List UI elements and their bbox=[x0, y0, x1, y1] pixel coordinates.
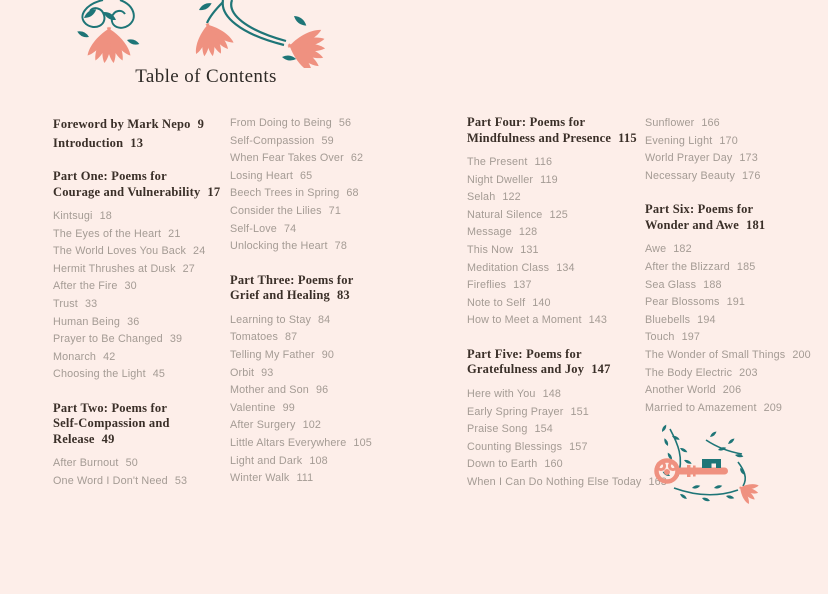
toc-column-1 bbox=[53, 115, 227, 491]
toc-entry-title: Valentine bbox=[230, 401, 276, 414]
toc-entry-title: Prayer to Be Changed bbox=[53, 333, 163, 346]
poem-list bbox=[467, 154, 657, 330]
toc-entry-page: 59 bbox=[321, 134, 334, 147]
toc-entry-title: The Body Electric bbox=[645, 366, 733, 379]
part-heading-line bbox=[467, 115, 657, 131]
toc-entry bbox=[645, 365, 827, 383]
key-end-flower bbox=[732, 476, 762, 508]
toc-entry bbox=[230, 168, 414, 186]
key-body bbox=[657, 459, 763, 507]
toc-entry bbox=[467, 474, 667, 492]
toc-entry bbox=[230, 382, 414, 400]
poem-list bbox=[53, 455, 227, 490]
toc-entry bbox=[53, 473, 227, 491]
toc-entry bbox=[467, 224, 657, 242]
poem-list bbox=[53, 208, 227, 384]
toc-entry-title: Awe bbox=[645, 243, 667, 256]
poem-list bbox=[467, 386, 667, 492]
toc-entry-page: 99 bbox=[282, 401, 295, 414]
toc-entry-title: Self-Love bbox=[230, 222, 277, 235]
toc-entry-page: 90 bbox=[321, 348, 335, 361]
toc-entry bbox=[467, 207, 657, 225]
part-heading-text: Mindfulness and Presence bbox=[467, 130, 612, 145]
toc-column-4 bbox=[645, 115, 827, 417]
toc-entry-page: 188 bbox=[703, 278, 722, 291]
poem-list bbox=[645, 115, 827, 185]
front-matter-page: 9 bbox=[197, 117, 205, 131]
toc-entry bbox=[467, 154, 657, 172]
toc-entry-page: 24 bbox=[193, 245, 206, 258]
toc-entry-page: 102 bbox=[302, 419, 322, 432]
toc-entry-title: Meditation Class bbox=[467, 261, 550, 274]
toc-entry-page: 105 bbox=[353, 436, 372, 449]
toc-entry-page: 87 bbox=[285, 331, 298, 344]
toc-entry bbox=[645, 133, 827, 151]
toc-entry-title: Counting Blessings bbox=[467, 440, 563, 453]
toc-entry-title: After the Fire bbox=[53, 280, 118, 293]
part-heading-text: Release bbox=[53, 431, 95, 446]
toc-entry bbox=[645, 115, 827, 133]
toc-entry bbox=[53, 226, 227, 244]
toc-entry bbox=[230, 133, 414, 151]
toc-entry-page: 163 bbox=[648, 475, 667, 488]
part-heading-page: 115 bbox=[618, 130, 637, 145]
toc-entry-title: Message bbox=[467, 226, 512, 239]
toc-entry bbox=[230, 400, 414, 418]
toc-entry-page: 143 bbox=[588, 314, 608, 327]
toc-entry-title: Beech Trees in Spring bbox=[230, 187, 340, 200]
toc-entry-page: 157 bbox=[569, 440, 588, 453]
toc-entry bbox=[645, 150, 827, 168]
toc-entry bbox=[645, 382, 827, 400]
toc-entry-title: Light and Dark bbox=[230, 454, 303, 467]
toc-entry bbox=[467, 439, 657, 457]
toc-entry-title: Here with You bbox=[467, 387, 536, 400]
toc-entry-page: 166 bbox=[701, 117, 720, 129]
toc-entry bbox=[230, 470, 414, 488]
tulip-left bbox=[85, 25, 134, 64]
toc-entry-page: 134 bbox=[556, 261, 575, 274]
front-matter-title: Foreword by Mark Nepo bbox=[53, 117, 191, 131]
toc-entry-page: 170 bbox=[719, 134, 738, 147]
toc-entry bbox=[230, 329, 414, 347]
toc-entry bbox=[53, 455, 227, 473]
front-matter-entry bbox=[53, 115, 227, 134]
tulip-middle bbox=[185, 15, 238, 62]
front-matter-page: 13 bbox=[130, 135, 144, 150]
toc-entry bbox=[467, 404, 657, 422]
toc-entry bbox=[230, 203, 414, 221]
toc-entry bbox=[645, 241, 827, 259]
toc-entry-page: 125 bbox=[549, 208, 568, 221]
toc-entry-page: 53 bbox=[174, 475, 188, 488]
part-heading-line bbox=[53, 432, 227, 448]
part-heading bbox=[467, 347, 657, 378]
toc-entry bbox=[230, 312, 414, 330]
toc-entry-title: Note to Self bbox=[467, 296, 526, 309]
toc-entry-title: Evening Light bbox=[645, 134, 713, 147]
toc-entry-page: 197 bbox=[681, 331, 701, 344]
part-heading-text: Gratefulness and Joy bbox=[467, 362, 585, 377]
toc-entry-title: Choosing the Light bbox=[53, 368, 146, 381]
toc-entry bbox=[230, 221, 414, 239]
toc-entry-page: 173 bbox=[739, 152, 758, 165]
toc-entry bbox=[645, 312, 827, 330]
part-heading bbox=[467, 115, 657, 146]
toc-entry-title: Touch bbox=[645, 331, 675, 344]
toc-entry-title: Selah bbox=[467, 191, 496, 204]
toc-entry-page: 74 bbox=[283, 222, 297, 235]
toc-entry-title: Winter Walk bbox=[230, 472, 290, 485]
front-matter-title: Introduction bbox=[53, 135, 124, 150]
toc-entry-title: The Eyes of the Heart bbox=[53, 227, 162, 240]
toc-entry-page: 36 bbox=[127, 315, 140, 328]
part-heading-text: Grief and Healing bbox=[230, 288, 330, 303]
toc-entry bbox=[467, 260, 657, 278]
toc-entry bbox=[230, 238, 414, 256]
toc-entry bbox=[53, 261, 227, 279]
toc-entry bbox=[467, 456, 657, 474]
toc-entry-page: 154 bbox=[534, 423, 553, 436]
toc-column-2 bbox=[230, 115, 414, 488]
part-heading-line bbox=[53, 185, 227, 201]
toc-entry-page: 93 bbox=[261, 366, 274, 379]
page-title: Table of Contents bbox=[135, 66, 277, 87]
toc-entry-title: Telling My Father bbox=[230, 348, 315, 361]
toc-entry bbox=[467, 189, 657, 207]
toc-entry-title: Natural Silence bbox=[467, 208, 543, 221]
toc-entry-page: 78 bbox=[334, 240, 347, 253]
toc-entry bbox=[645, 347, 827, 365]
part-heading-text: Part Six: Poems for bbox=[645, 202, 754, 217]
part-heading-line bbox=[467, 347, 657, 363]
toc-entry-page: 148 bbox=[542, 387, 562, 400]
toc-entry-page: 119 bbox=[540, 173, 558, 186]
part-heading bbox=[645, 202, 827, 233]
toc-entry bbox=[467, 421, 657, 439]
part-heading-page: 17 bbox=[207, 184, 221, 199]
toc-entry-title: Losing Heart bbox=[230, 169, 294, 182]
toc-entry-page: 18 bbox=[99, 210, 112, 222]
toc-entry-title: After Burnout bbox=[53, 457, 119, 470]
toc-entry-page: 131 bbox=[520, 243, 539, 256]
ornate-key-illustration bbox=[640, 424, 766, 516]
toc-entry-page: 33 bbox=[84, 297, 98, 310]
part-heading-page: 49 bbox=[101, 431, 115, 446]
toc-entry-page: 137 bbox=[513, 279, 532, 292]
part-heading-text: Part Three: Poems for bbox=[230, 272, 354, 287]
toc-entry-title: Bluebells bbox=[645, 313, 691, 326]
toc-entry-title: Tomatoes bbox=[230, 331, 279, 344]
toc-entry-title: After the Blizzard bbox=[645, 260, 730, 273]
toc-entry-page: 108 bbox=[309, 454, 328, 467]
toc-entry-title: Sea Glass bbox=[645, 278, 697, 291]
toc-entry-title: Orbit bbox=[230, 366, 255, 379]
toc-entry bbox=[645, 259, 827, 277]
part-heading-line bbox=[53, 169, 227, 185]
toc-entry-title: Unlocking the Heart bbox=[230, 240, 328, 253]
toc-entry-page: 160 bbox=[544, 458, 563, 471]
toc-entry bbox=[645, 400, 827, 418]
part-heading-text: Wonder and Awe bbox=[645, 217, 740, 232]
toc-entry bbox=[230, 417, 414, 435]
toc-entry-page: 62 bbox=[350, 152, 364, 165]
toc-entry-title: Fireflies bbox=[467, 279, 507, 292]
toc-entry-page: 45 bbox=[152, 368, 166, 381]
toc-entry bbox=[230, 365, 414, 383]
toc-entry bbox=[53, 366, 227, 384]
toc-entry-title: Married to Amazement bbox=[645, 401, 757, 414]
front-matter-entry bbox=[53, 134, 227, 153]
toc-entry bbox=[467, 277, 657, 295]
toc-entry-page: 56 bbox=[338, 117, 352, 129]
part-heading-line bbox=[645, 202, 827, 218]
part-heading bbox=[230, 273, 414, 304]
toc-entry-page: 84 bbox=[318, 313, 331, 326]
toc-entry-page: 68 bbox=[346, 187, 359, 200]
toc-entry-title: Kintsugi bbox=[53, 210, 93, 222]
part-heading-line bbox=[53, 401, 227, 417]
toc-entry-page: 116 bbox=[534, 156, 553, 168]
part-heading-text: Part One: Poems for bbox=[53, 169, 167, 183]
toc-entry bbox=[645, 168, 827, 186]
toc-entry-title: How to Meet a Moment bbox=[467, 314, 582, 327]
toc-entry-page: 206 bbox=[722, 384, 742, 397]
part-heading-text: Part Two: Poems for bbox=[53, 400, 168, 415]
toc-entry-page: 21 bbox=[168, 227, 181, 240]
toc-entry-title: Sunflower bbox=[645, 117, 695, 129]
toc-entry-title: The World Loves You Back bbox=[53, 245, 187, 258]
part-heading-text: Self-Compassion and bbox=[53, 416, 170, 431]
toc-entry-page: 39 bbox=[169, 333, 183, 346]
part-heading bbox=[53, 169, 227, 200]
poem-list bbox=[230, 115, 414, 256]
toc-entry-page: 176 bbox=[742, 169, 761, 182]
toc-entry-page: 151 bbox=[570, 405, 589, 418]
toc-entry-title: Trust bbox=[53, 297, 78, 310]
toc-entry-title: Hermit Thrushes at Dusk bbox=[53, 262, 176, 275]
toc-entry bbox=[467, 295, 657, 313]
toc-entry-title: Mother and Son bbox=[230, 384, 309, 397]
toc-entry bbox=[467, 172, 657, 190]
toc-entry-title: Down to Earth bbox=[467, 458, 538, 471]
toc-entry bbox=[230, 185, 414, 203]
toc-entry-page: 42 bbox=[103, 350, 116, 363]
toc-entry-title: Learning to Stay bbox=[230, 313, 312, 326]
poem-list bbox=[230, 312, 414, 488]
part-heading-line bbox=[645, 218, 827, 234]
toc-entry bbox=[53, 278, 227, 296]
part-heading bbox=[53, 401, 227, 448]
toc-entry bbox=[230, 347, 414, 365]
toc-entry-page: 50 bbox=[125, 457, 138, 470]
toc-entry bbox=[645, 329, 827, 347]
toc-entry-page: 71 bbox=[328, 204, 341, 217]
part-heading-text: Courage and Vulnerability bbox=[53, 184, 201, 199]
poem-list bbox=[645, 241, 827, 417]
toc-entry bbox=[53, 331, 227, 349]
toc-entry-title: Pear Blossoms bbox=[645, 296, 720, 309]
toc-entry-page: 185 bbox=[736, 260, 756, 273]
toc-entry-page: 128 bbox=[518, 226, 538, 239]
part-heading-line bbox=[230, 288, 414, 304]
toc-entry bbox=[230, 435, 414, 453]
toc-entry bbox=[467, 242, 657, 260]
toc-entry-title: The Wonder of Small Things bbox=[645, 348, 786, 361]
toc-entry-page: 122 bbox=[502, 191, 521, 204]
toc-entry-title: Human Being bbox=[53, 315, 121, 328]
toc-entry-page: 194 bbox=[697, 313, 716, 326]
toc-entry-page: 96 bbox=[315, 384, 329, 397]
toc-entry-title: Praise Song bbox=[467, 423, 528, 436]
toc-entry bbox=[230, 115, 414, 133]
part-heading-line bbox=[467, 362, 657, 378]
part-heading-page: 181 bbox=[746, 217, 766, 232]
toc-entry-title: Monarch bbox=[53, 350, 97, 363]
toc-entry-title: Consider the Lilies bbox=[230, 204, 322, 217]
toc-entry-page: 65 bbox=[300, 169, 313, 182]
toc-entry bbox=[53, 314, 227, 332]
tulip-flowers-illustration bbox=[58, 0, 332, 68]
tulip-right bbox=[281, 20, 330, 68]
toc-entry-page: 27 bbox=[182, 262, 195, 275]
toc-entry bbox=[53, 296, 227, 314]
part-heading-text: Part Five: Poems for bbox=[467, 346, 582, 361]
toc-entry bbox=[53, 349, 227, 367]
toc-entry-page: 200 bbox=[792, 348, 811, 361]
key-bit bbox=[702, 459, 721, 468]
toc-entry bbox=[467, 312, 657, 330]
toc-entry bbox=[645, 294, 827, 312]
toc-entry-title: The Present bbox=[467, 156, 528, 168]
part-heading-line bbox=[53, 416, 227, 432]
toc-entry-title: After Surgery bbox=[230, 419, 296, 432]
toc-entry-title: One Word I Don't Need bbox=[53, 475, 168, 488]
toc-entry bbox=[53, 208, 227, 226]
toc-entry-page: 140 bbox=[532, 296, 551, 309]
toc-entry-page: 191 bbox=[726, 296, 746, 309]
part-heading-text: Part Four: Poems for bbox=[467, 115, 586, 129]
part-heading-page: 83 bbox=[336, 288, 350, 303]
toc-entry-title: When Fear Takes Over bbox=[230, 152, 344, 165]
part-heading-line bbox=[230, 273, 414, 289]
toc-entry-title: When I Can Do Nothing Else Today bbox=[467, 475, 642, 488]
toc-entry-title: This Now bbox=[467, 243, 514, 256]
toc-entry-page: 111 bbox=[296, 472, 314, 485]
part-heading-page: 147 bbox=[591, 362, 611, 377]
toc-entry bbox=[230, 453, 414, 471]
toc-entry-page: 30 bbox=[124, 280, 137, 293]
toc-entry-title: Night Dweller bbox=[467, 173, 534, 186]
toc-entry-title: World Prayer Day bbox=[645, 152, 733, 165]
toc-entry-title: From Doing to Being bbox=[230, 117, 332, 129]
toc-entry bbox=[53, 243, 227, 261]
toc-entry-title: Another World bbox=[645, 384, 716, 397]
toc-entry-page: 209 bbox=[763, 401, 783, 414]
toc-entry-page: 182 bbox=[673, 243, 692, 256]
toc-entry bbox=[230, 150, 414, 168]
toc-entry-title: Early Spring Prayer bbox=[467, 405, 564, 418]
part-heading-line bbox=[467, 131, 657, 147]
toc-entry-title: Little Altars Everywhere bbox=[230, 436, 347, 449]
toc-entry-title: Necessary Beauty bbox=[645, 169, 736, 182]
toc-entry-title: Self-Compassion bbox=[230, 134, 315, 147]
toc-entry bbox=[645, 277, 827, 295]
toc-entry bbox=[467, 386, 657, 404]
toc-entry-page: 203 bbox=[739, 366, 758, 379]
